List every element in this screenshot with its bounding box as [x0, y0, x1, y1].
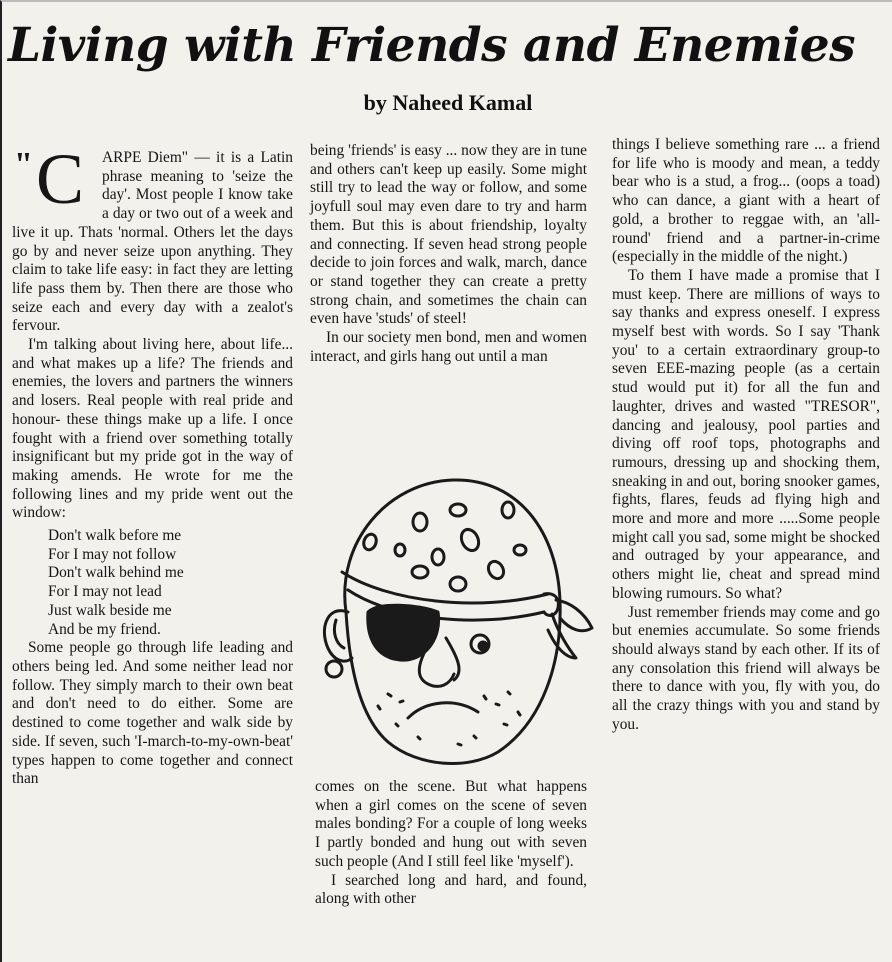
- paragraph: I searched long and hard, and found, along with other: [315, 871, 587, 908]
- poem-line: For I may not follow: [48, 545, 177, 563]
- poem: [12, 527, 293, 639]
- poem-line: Don't walk behind me: [48, 564, 184, 582]
- poem-line: Just walk beside me: [48, 601, 172, 619]
- article-column-1: [12, 139, 293, 789]
- pirate-face-cartoon-icon: [308, 462, 598, 772]
- article-byline: by Naheed Kamal: [363, 90, 533, 115]
- drop-cap-quote: ": [14, 146, 33, 183]
- article-headline: Living with Friends and Enemies: [8, 18, 856, 73]
- paragraph: In our society men bond, men and women interact, and girls hang out until a man: [310, 329, 587, 365]
- paragraph-intro-text: ARPE Diem" — it is a Latin phrase meaning to 'seize the day'. Most people I know take a day or two out of a week and live it up. Thats 'normal. Others let the days go by and never seize upon anything. They claim to take life easy: in fact they are letting life pass them by. Then there are those who seize each and every day with a zealot's fervour.: [12, 149, 293, 335]
- paragraph: being 'friends' is easy ... now they are in tune and others can't keep up easily. Some might still try to lead the way or follow, and some joyfull soul may even dare to try and harm them. But this is about friendship, loyalty and connecting. If seven head strong people decide to join forces and walk, march, dance or stand together they can create a pretty strong chain, and sometimes the chain can even have 'studs' of steel!: [310, 142, 587, 328]
- paragraph: I'm talking about living here, about life... and what makes up a life? The friends and enemies, the lovers and partners the winners and losers. Real people with real pride and honour- these things make up a life. I once fought with a friend over something totally insignificant but my pride got in the way of making amends. He wrote for me the following lines and my pride went out the window:: [12, 336, 293, 522]
- drop-cap-letter: C: [36, 139, 85, 219]
- paragraph: To them I have made a promise that I must keep. There are millions of ways to say thanks and express oneself. I express myself best with words. So I say 'Thank you' to a certain extraordinary group-to seven EEE-mazing people (as a certain stud would put it) for all the fun and laughter, drives and wasted "TRESOR", dancing and jealousy, pool parties and diving off roof tops, photographs and rumours, dressing up and shocking them, sneaking in and out, boring snooker games, fights, flares, feuds ad flying high and more and more and more .....Some people might call you sad, some might be shocked and outraged by your appearance, and others might lie, cheat and spread mind blowing rumours. So what?: [612, 266, 880, 602]
- paragraph: Just remember friends may come and go but enemies accumulate. So some friends should always stand by each other. If its of any consolation this friend will always be there to dance with you, fly with you, do all the crazy things with you and stand by you.: [612, 603, 880, 733]
- paragraph: Some people go through life leading and others being led. And some neither lead nor follow. They simply march to their own beat and don't need to do either. Some are destined to come together and walk side by side. If seven, such 'I-march-to-my-own-beat' types happen to come together and connect than: [12, 639, 293, 788]
- article-column-2-continued: [315, 778, 587, 909]
- poem-line: Don't walk before me: [48, 527, 182, 545]
- paragraph: comes on the scene. But what happens when a girl comes on the scene of seven males bonding? For a couple of long weeks I partly bonded and hung out with seven such people (And I still feel like 'myself').: [315, 778, 587, 870]
- paragraph: things I believe something rare ... a friend for life who is moody and mean, a teddy bear who is a stud, a frog... (oops a toad) who can dance, a giant with a heart of gold, a brother to reggae with, an 'all-round' friend and a partner-in-crime (especially in the middle of the night.): [612, 136, 880, 266]
- article-column-2: [310, 142, 587, 366]
- drop-cap: [12, 139, 98, 219]
- paragraph-intro: [12, 139, 293, 336]
- poem-line: And be my friend.: [48, 620, 161, 638]
- poem-line: For I may not lead: [48, 583, 162, 601]
- article-column-3: [612, 136, 880, 735]
